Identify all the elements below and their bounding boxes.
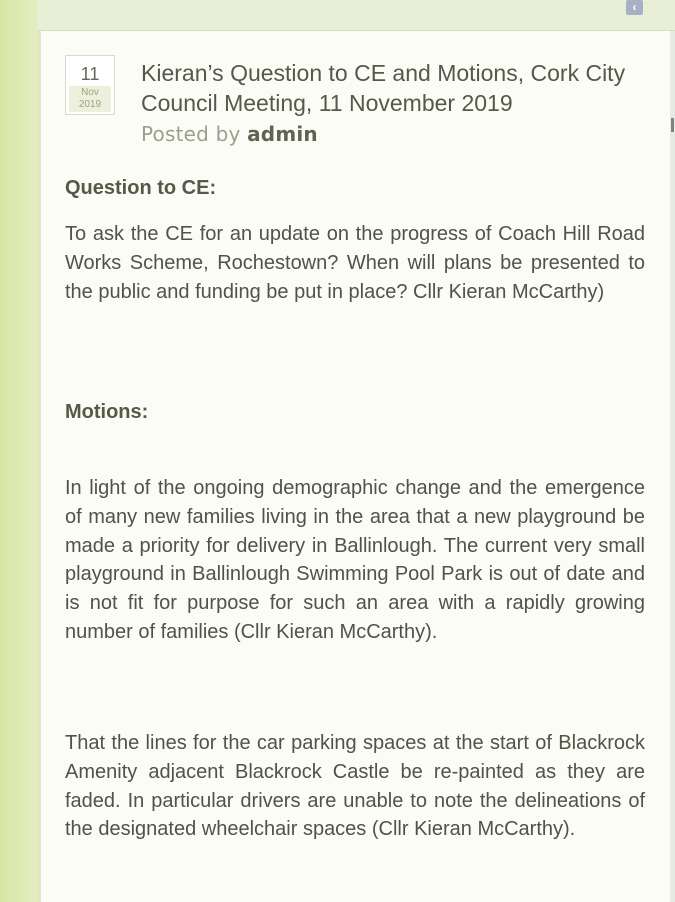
scrollbar-track[interactable]	[670, 31, 675, 902]
question-heading: Question to CE:	[65, 177, 217, 199]
post-date-month-year	[69, 86, 111, 112]
question-paragraph: To ask the CE for an update on the progress of Coach Hill Road Works Scheme, Rochestown? When will plans be presented to the public and funding be put in place? Cllr Kieran McCarthy)	[65, 223, 645, 303]
post-date-day: 11	[80, 64, 100, 84]
top-bar	[38, 0, 675, 31]
chevron-left-icon[interactable]: ‹	[626, 0, 643, 15]
post-date-month: Nov	[81, 87, 99, 98]
left-decorative-strip	[0, 0, 38, 902]
post-date-year: 2019	[78, 99, 102, 110]
post-date-badge	[65, 55, 115, 115]
scrollbar-thumb[interactable]	[671, 118, 674, 132]
post-author-link[interactable]: admin	[247, 122, 318, 146]
post-title[interactable]: Kieran’s Question to CE and Motions, Cork City Council Meeting, 11 November 2019	[141, 60, 626, 116]
motion-paragraph-2: That the lines for the car parking spaces at the start of Blackrock Amenity adjacent Blackrock Castle be re-painted as they are faded. In particular drivers are unable to note the delineations of the designated wheelchair spaces (Cllr Kieran McCarthy).	[65, 732, 645, 841]
post-meta	[141, 120, 318, 148]
posted-by-label: Posted by	[141, 122, 241, 146]
motion-paragraph-1: In light of the ongoing demographic change and the emergence of many new families living in the area that a new playground be made a priority for delivery in Ballinlough. The current very small playground in Ballinlough Swimming Pool Park is out of date and is not fit for purpose for such an area with a rapidly growing number of families (Cllr Kieran McCarthy).	[65, 477, 645, 643]
motions-heading: Motions:	[65, 401, 149, 423]
